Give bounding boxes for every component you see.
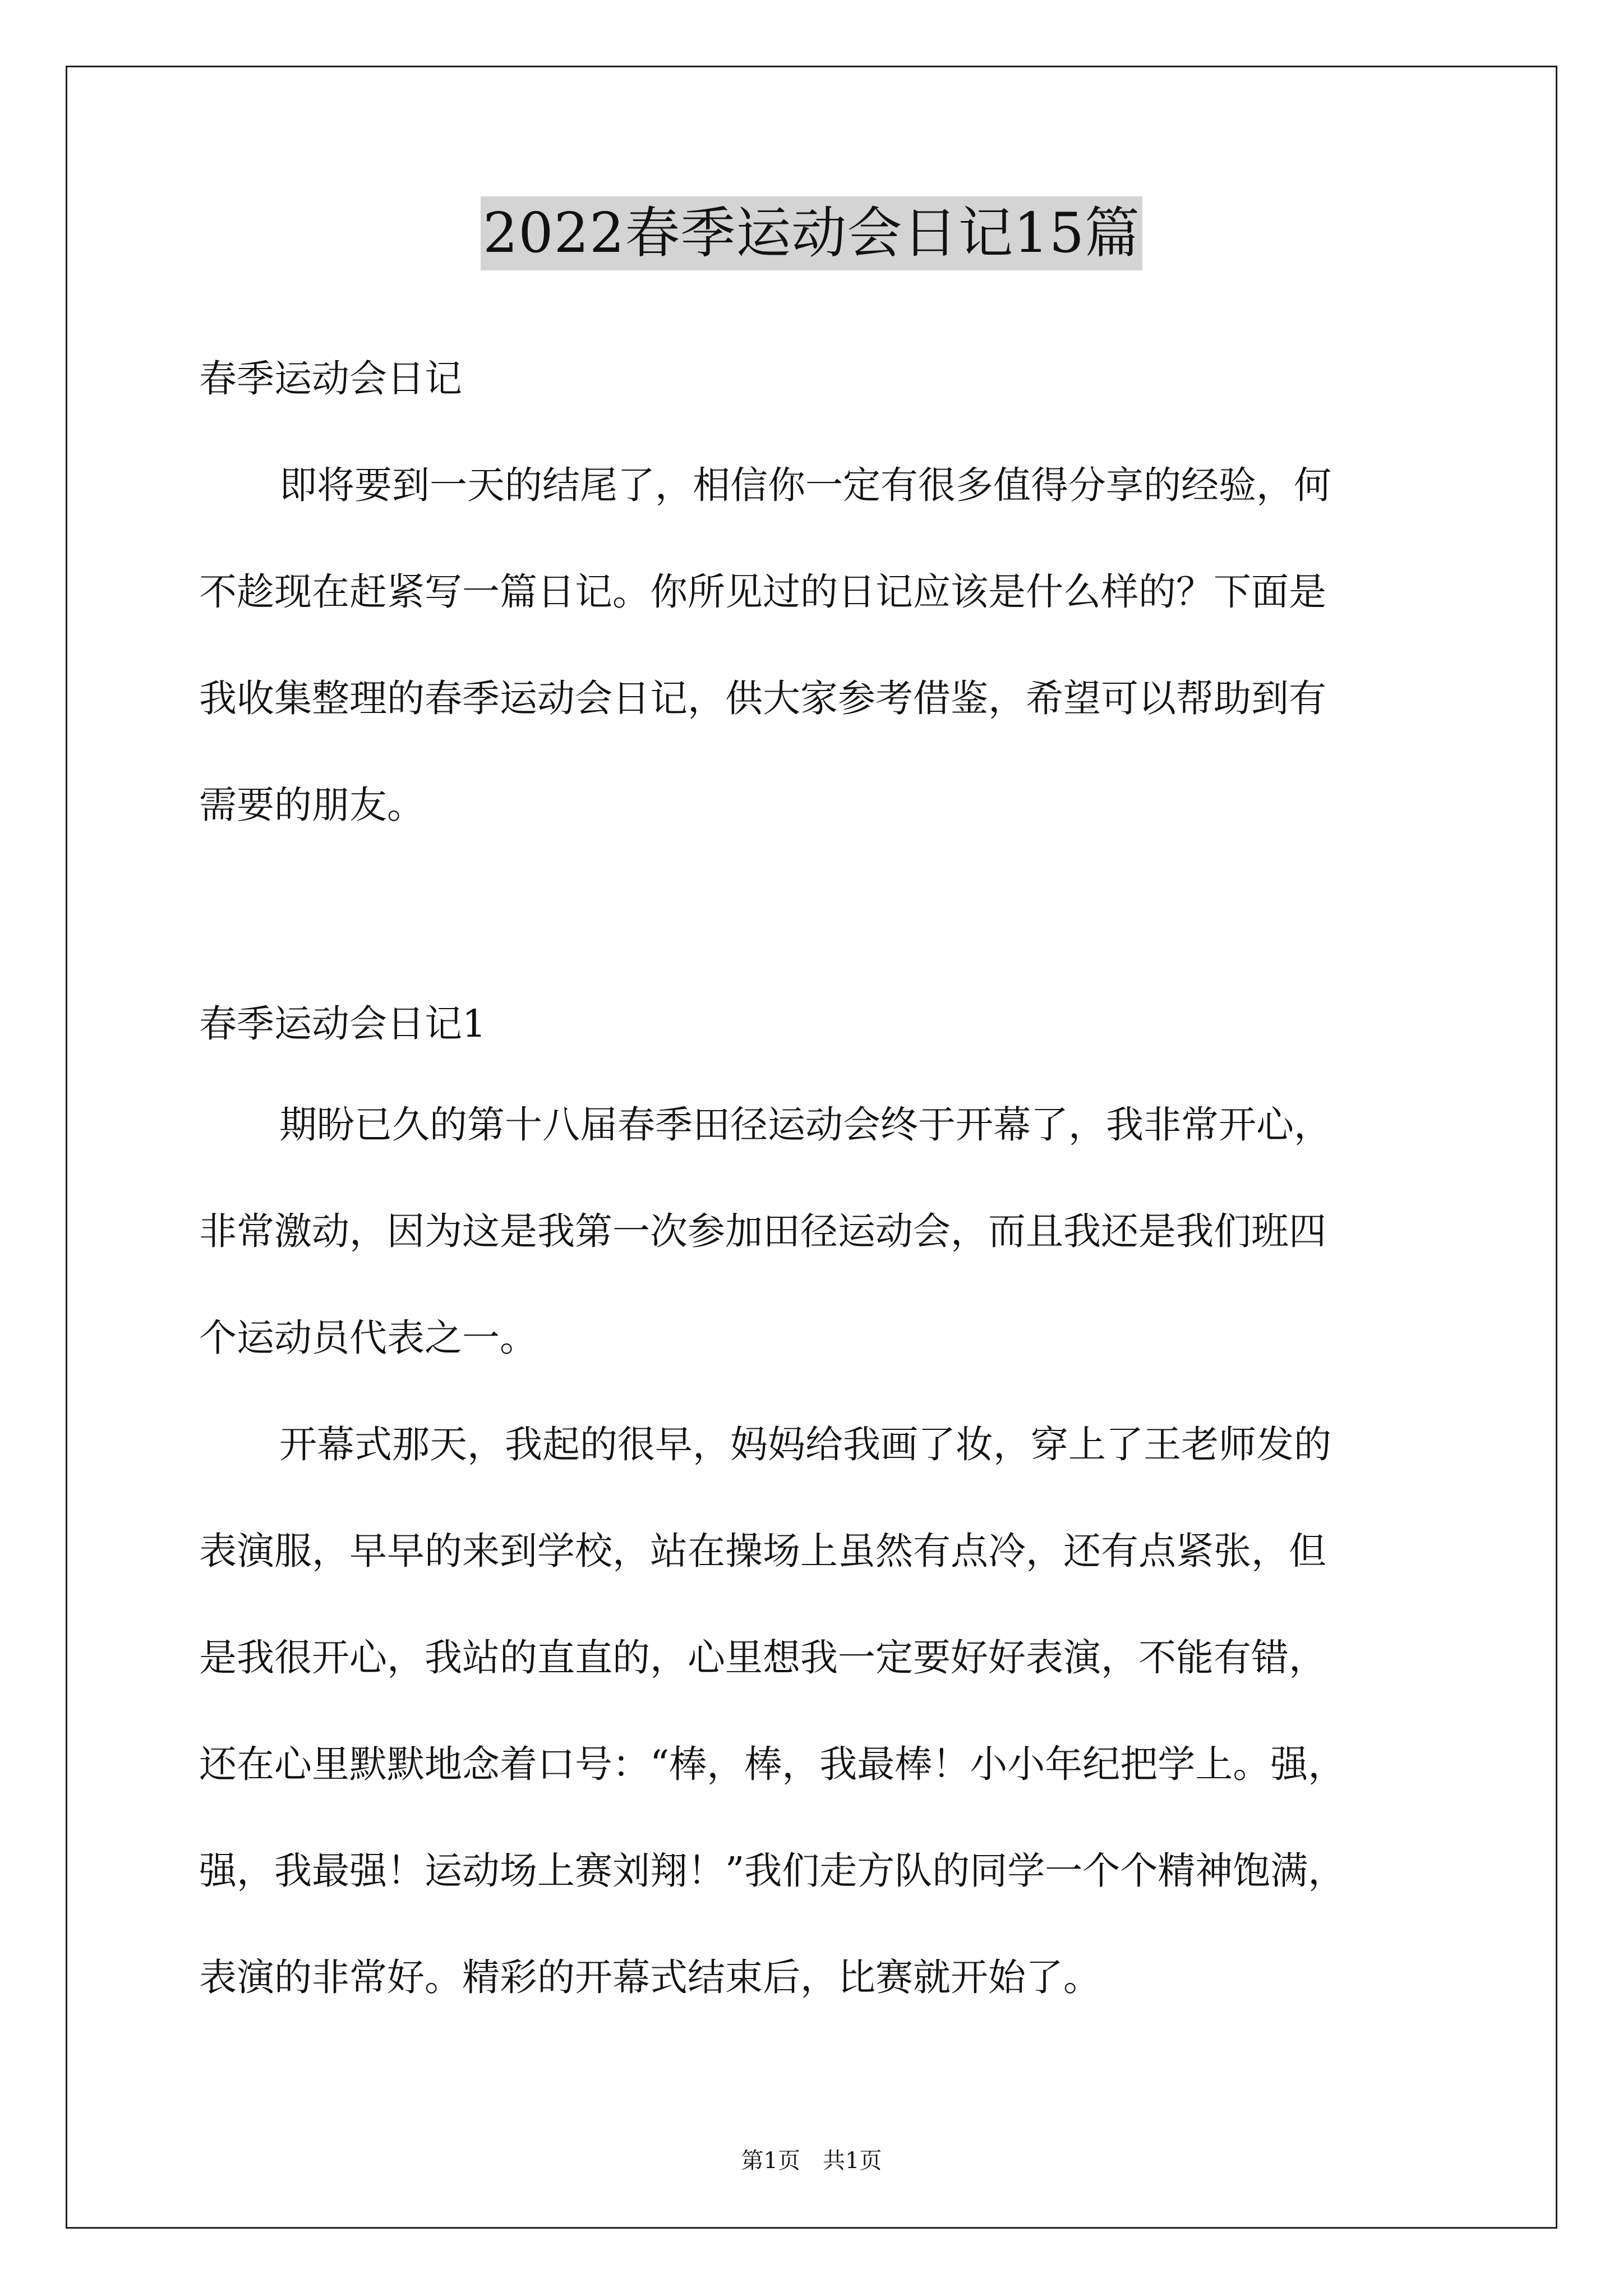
document-title: 2022春季运动会日记15篇 [481,196,1142,270]
paragraph-line: 不趁现在赶紧写一篇日记。你所见过的日记应该是什么样的？下面是 [199,570,1326,614]
paragraph-line: 表演的非常好。精彩的开幕式结束后，比赛就开始了。 [199,1955,1101,1999]
paragraph-line: 非常激动，因为这是我第一次参加田径运动会，而且我还是我们班四 [199,1209,1326,1253]
paragraph-line: 期盼已久的第十八届春季田径运动会终于开幕了，我非常开心， [279,1103,1331,1147]
paragraph-line: 开幕式那天，我起的很早，妈妈给我画了妆，穿上了王老师发的 [279,1423,1331,1466]
paragraph-line: 强，我最强！运动场上赛刘翔！”我们走方队的同学一个个精神饱满， [199,1849,1346,1893]
paragraph-line: 表演服，早早的来到学校，站在操场上虽然有点冷，还有点紧张，但 [199,1529,1326,1573]
paragraph-line: 个运动员代表之一。 [199,1316,537,1360]
paragraph-line: 即将要到一天的结尾了，相信你一定有很多值得分享的经验，何 [279,463,1331,507]
paragraph-line: 我收集整理的春季运动会日记，供大家参考借鉴，希望可以帮助到有 [199,677,1326,720]
section-heading: 春季运动会日记 [199,357,462,401]
page-footer: 第1页 共1页 [741,2148,882,2174]
title-container [0,196,1623,270]
section-heading: 春季运动会日记1 [199,1002,486,1046]
paragraph-line: 是我很开心，我站的直直的，心里想我一定要好好表演，不能有错， [199,1636,1326,1680]
paragraph-line: 还在心里默默地念着口号：“棒，棒，我最棒！小小年纪把学上。强， [199,1742,1346,1786]
paragraph-line: 需要的朋友。 [199,783,425,827]
